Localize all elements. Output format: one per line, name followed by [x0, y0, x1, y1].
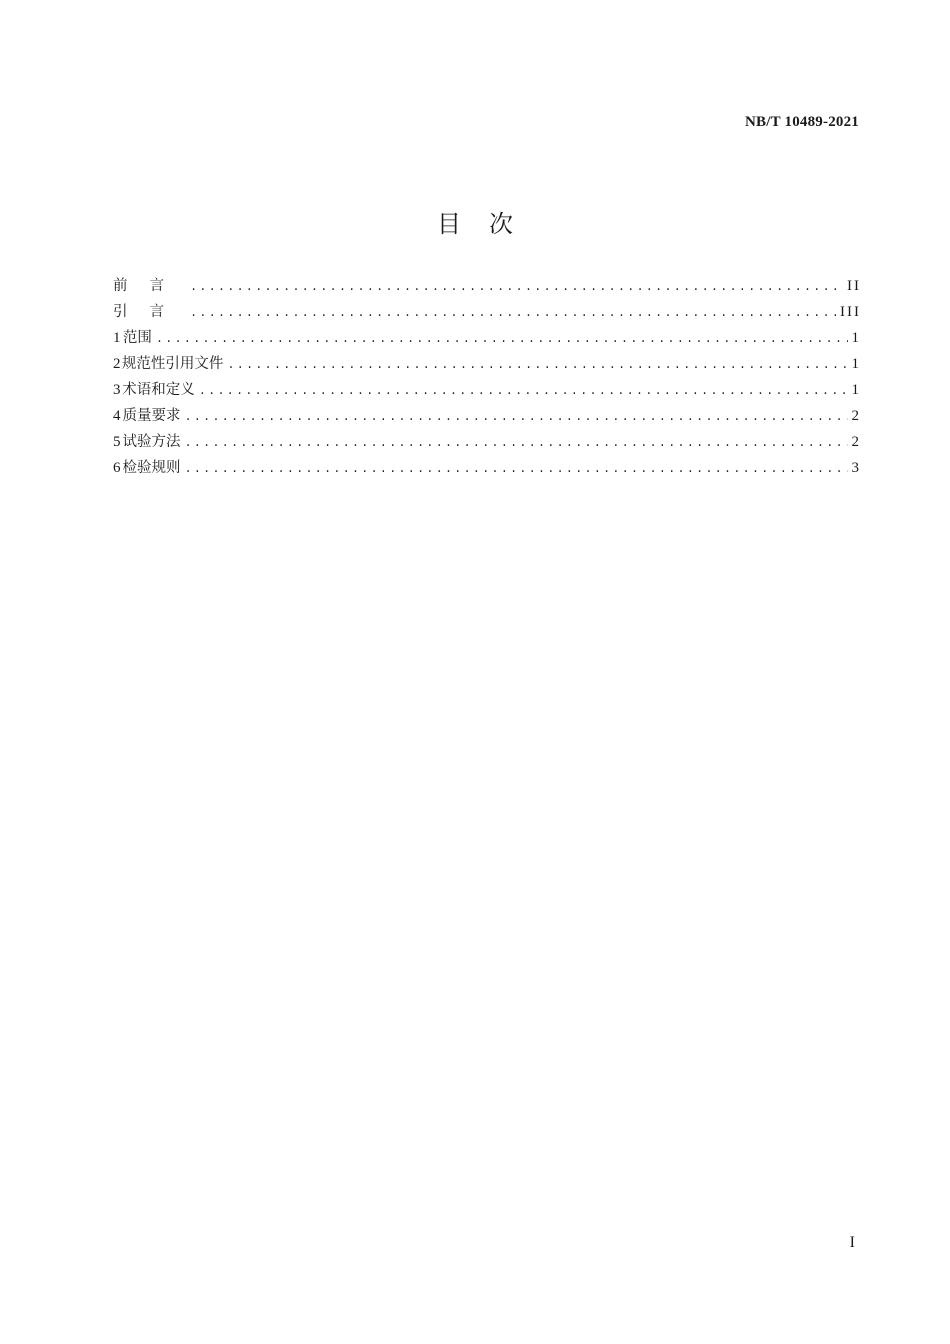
toc-entry-page: 1: [851, 330, 861, 346]
toc-leader-dots: [184, 407, 847, 427]
toc-leader-dots: [184, 459, 847, 479]
toc-entry-quality-requirements[interactable]: [113, 406, 859, 432]
toc-entry-page: 1: [851, 382, 861, 398]
toc-entry-number: 1: [113, 330, 121, 346]
toc-entry-page: 1: [851, 356, 861, 372]
toc-entry-introduction[interactable]: [113, 302, 859, 328]
toc-leader-dots: [190, 277, 843, 297]
toc-entry-page: II: [847, 278, 861, 294]
toc-entry-label: 规范性引用文件: [121, 356, 224, 372]
toc-entry-number: 6: [113, 460, 121, 476]
toc-entry-number: 3: [113, 382, 121, 398]
toc-entry-page: 2: [851, 408, 861, 424]
toc-leader-dots: [184, 433, 847, 453]
toc-entry-label: 质量要求: [122, 408, 181, 424]
toc-entry-label: 引言: [113, 304, 186, 320]
standard-number: NB/T 10489-2021: [745, 114, 859, 130]
toc-leader-dots: [156, 329, 848, 349]
toc-entry-label: 前言: [113, 278, 186, 294]
toc-entry-number: 4: [113, 408, 121, 424]
toc-entry-number: 2: [113, 356, 121, 372]
toc-entry-page: 3: [851, 460, 861, 476]
toc-list: [113, 276, 859, 484]
toc-leader-dots: [199, 381, 848, 401]
page-number: I: [849, 1234, 855, 1251]
toc-entry-page: 2: [851, 434, 861, 450]
toc-entry-test-methods[interactable]: [113, 432, 859, 458]
toc-entry-scope[interactable]: [113, 328, 859, 354]
toc-title-part2: 次: [489, 210, 513, 238]
toc-title-part1: 目: [437, 210, 461, 238]
toc-leader-dots: [227, 355, 847, 375]
toc-entry-inspection-rules[interactable]: [113, 458, 859, 484]
toc-entry-number: 5: [113, 434, 121, 450]
toc-entry-label: 试验方法: [122, 434, 181, 450]
toc-entry-page: III: [840, 304, 861, 320]
toc-entry-label: 范围: [122, 330, 152, 346]
toc-entry-label: 检验规则: [122, 460, 181, 476]
toc-entry-label: 术语和定义: [122, 382, 195, 398]
toc-entry-terms-definitions[interactable]: [113, 380, 859, 406]
toc-entry-foreword[interactable]: [113, 276, 859, 302]
toc-title: [0, 204, 950, 239]
toc-leader-dots: [190, 303, 836, 323]
toc-entry-normative-references[interactable]: [113, 354, 859, 380]
